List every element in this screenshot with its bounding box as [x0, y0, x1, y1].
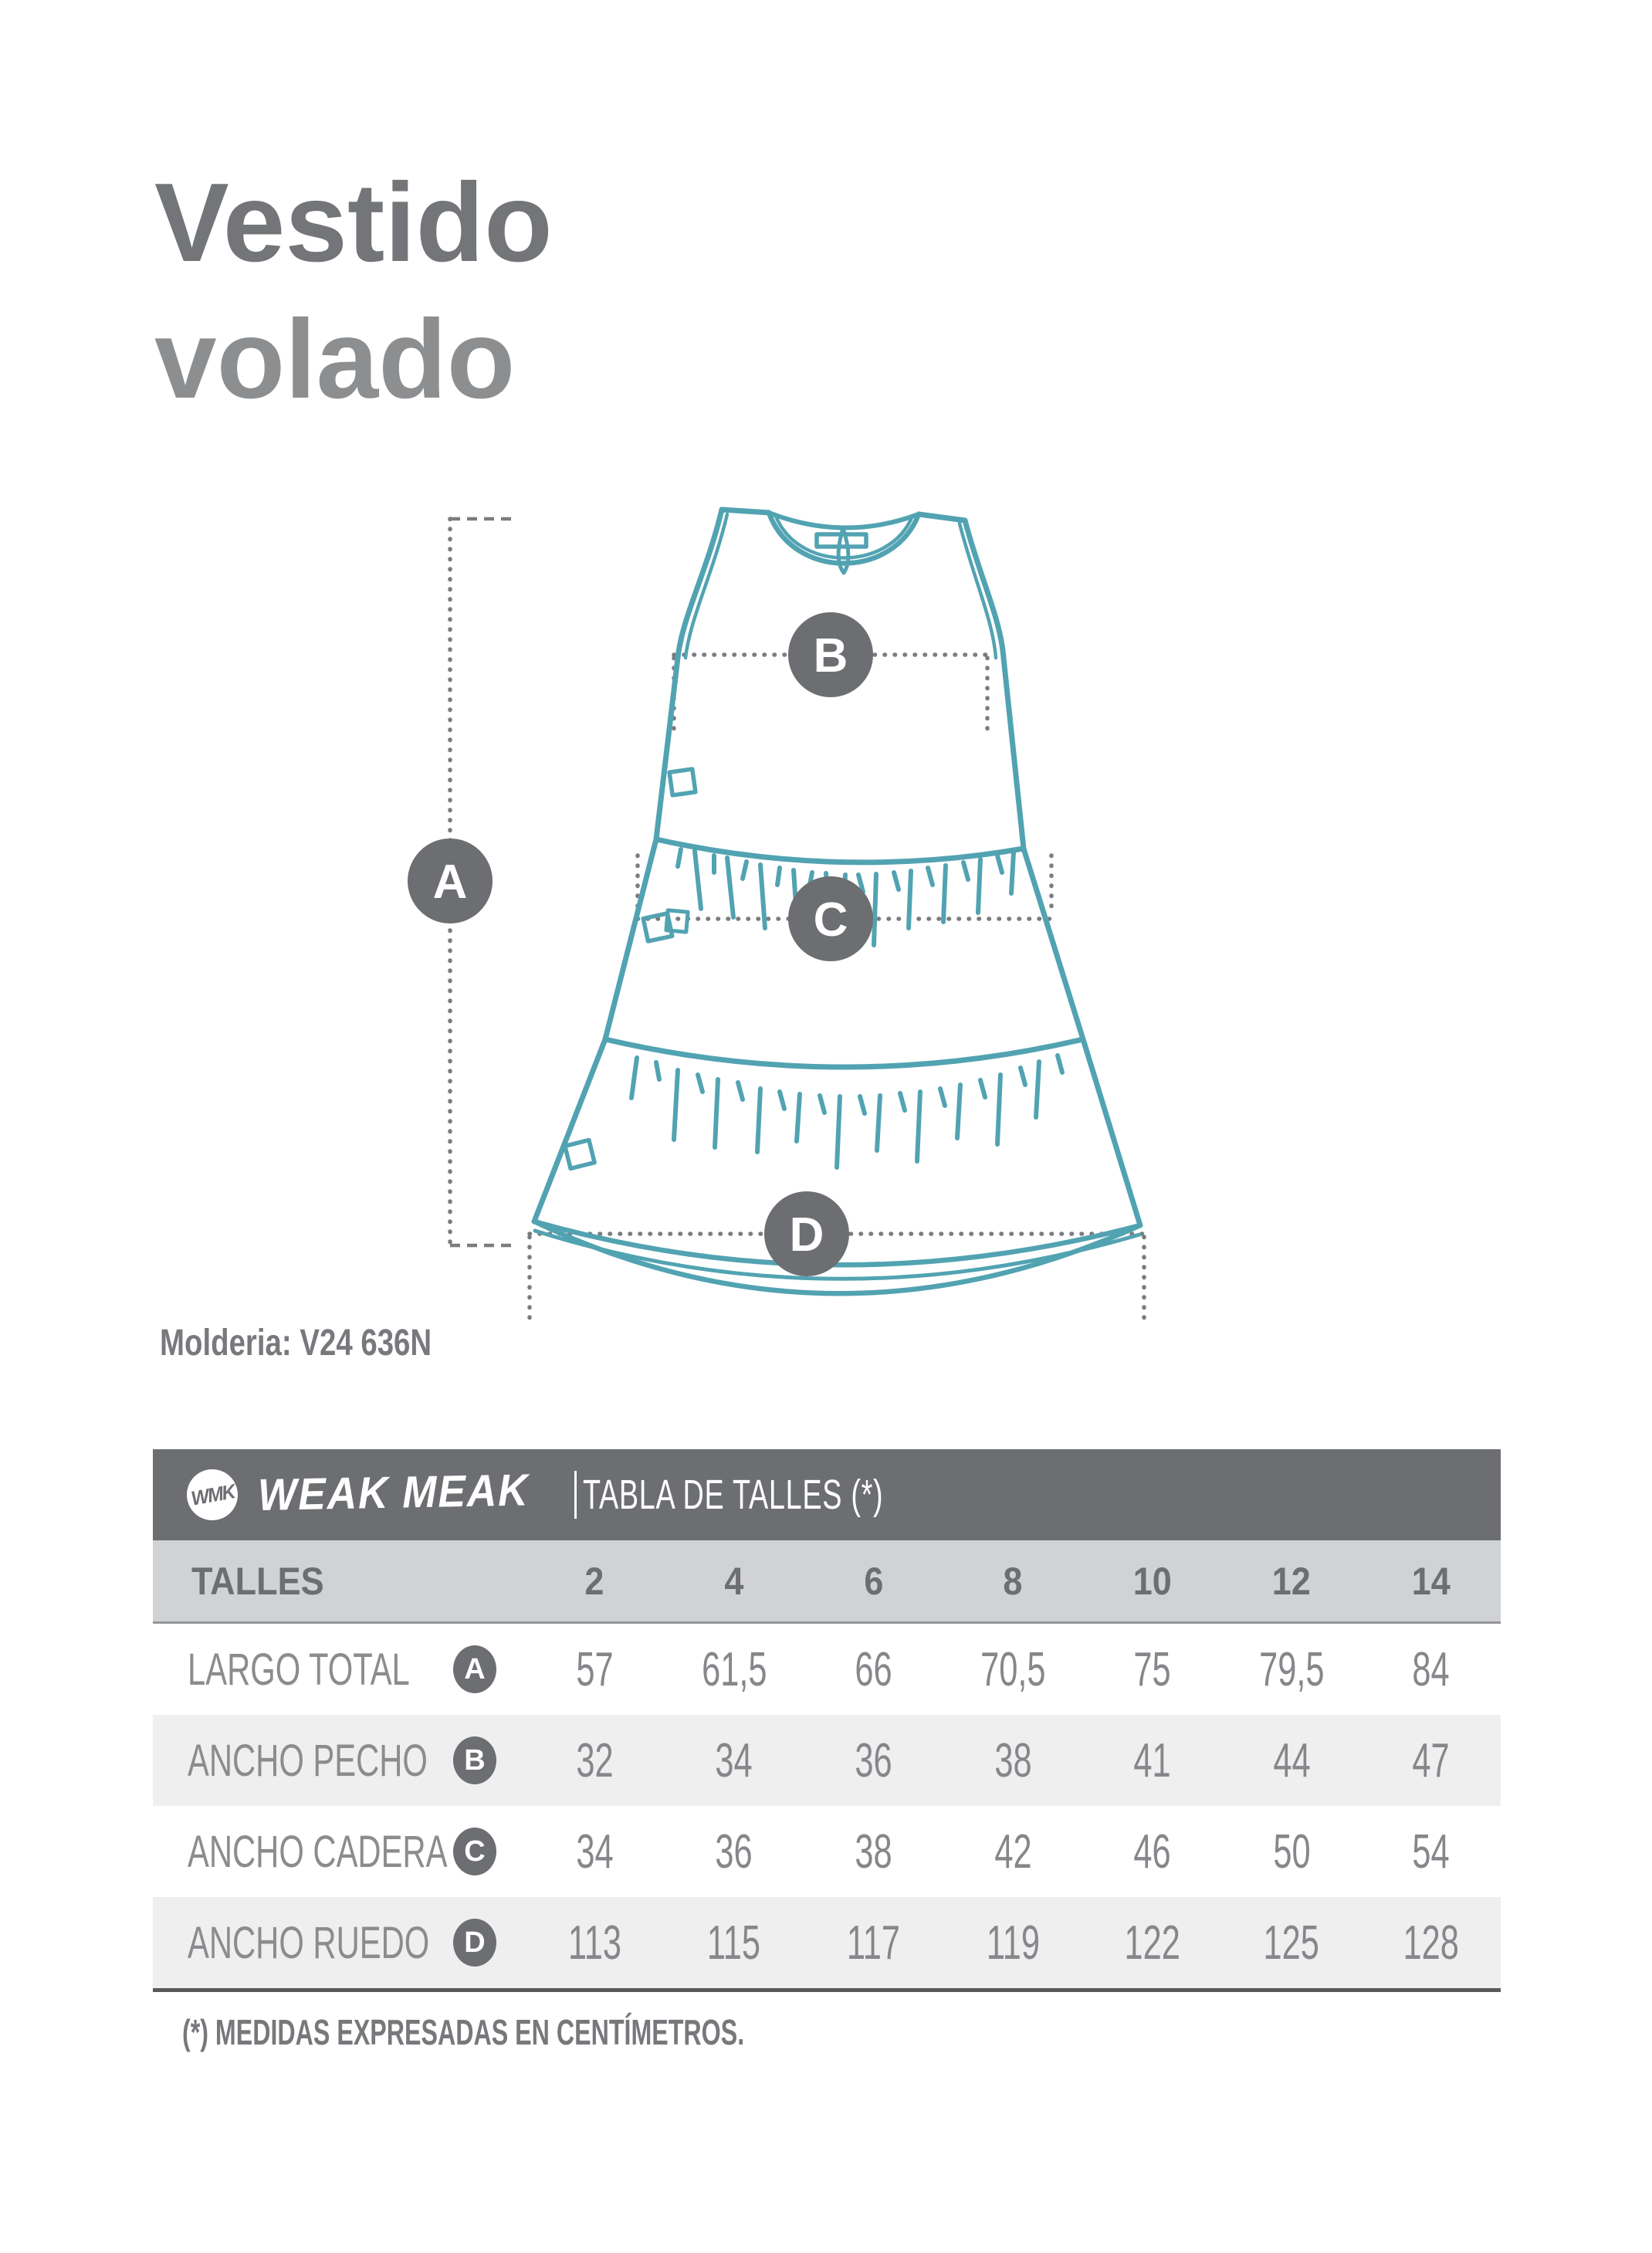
- badge-c-letter: C: [813, 893, 848, 947]
- row-badge-b: B: [453, 1736, 496, 1784]
- size-col-7: 14: [1411, 1559, 1451, 1603]
- dress-tier-seam-1: [656, 839, 1024, 862]
- size-col-5: 10: [1132, 1559, 1172, 1603]
- dress-tier-seam-2: [605, 1039, 1083, 1067]
- sizes-header-label: TALLES: [191, 1559, 324, 1603]
- row-label: ANCHO CADERA: [188, 1826, 448, 1877]
- molderia-label: Molderia: V24 636N: [160, 1323, 432, 1364]
- table-brand-bar: [153, 1449, 1501, 1540]
- cell-value: 125: [1263, 1916, 1320, 1970]
- units-footnote: (*) MEDIDAS EXPRESADAS EN CENTÍMETROS.: [182, 2012, 745, 2052]
- cell-value: 57: [576, 1642, 614, 1696]
- table-row-ancho-cadera: [153, 1806, 1501, 1897]
- size-col-1: 2: [584, 1559, 604, 1603]
- measurement-rows: [153, 1624, 1501, 1992]
- cell-value: 46: [1133, 1824, 1171, 1879]
- size-col-2: 4: [724, 1559, 744, 1603]
- dress-armhole-right-binding: [960, 523, 996, 658]
- dress-side-right-tier2: [1024, 849, 1083, 1039]
- cell-value: 34: [715, 1733, 753, 1787]
- size-col-6: 12: [1272, 1559, 1312, 1603]
- measure-badges: [408, 612, 873, 1276]
- badge-b-letter: B: [813, 629, 848, 683]
- cell-value: 34: [576, 1824, 614, 1879]
- badge-c: [788, 876, 873, 961]
- cell-value: 50: [1272, 1824, 1311, 1879]
- dress-measurement-diagram: [371, 486, 1212, 1351]
- cell-value: 79,5: [1258, 1642, 1325, 1696]
- size-table: [153, 1449, 1501, 1992]
- cell-value: 36: [855, 1733, 892, 1787]
- cell-value: 66: [855, 1642, 892, 1696]
- sizes-header-row: [153, 1540, 1501, 1624]
- cell-value: 41: [1133, 1733, 1171, 1787]
- badge-d: [764, 1191, 849, 1276]
- table-row-ancho-pecho: [153, 1715, 1501, 1806]
- badge-b: [788, 612, 873, 697]
- dress-side-left-tier3: [534, 1039, 605, 1221]
- bar-divider: [574, 1471, 577, 1519]
- cell-value: 84: [1412, 1642, 1450, 1696]
- dress-shoulder-left: [722, 510, 769, 513]
- cell-value: 54: [1412, 1824, 1450, 1879]
- badge-a: [408, 839, 493, 923]
- dress-shoulder-right: [919, 514, 965, 520]
- brand-name: WEAK MEAK: [257, 1464, 530, 1520]
- cell-value: 32: [576, 1733, 614, 1787]
- dress-armhole-right: [965, 520, 1004, 658]
- dress-side-left-bodice: [656, 658, 678, 839]
- table-title: TABLA DE TALLES (*): [583, 1472, 884, 1518]
- cell-value: 122: [1124, 1916, 1180, 1970]
- cell-value: 36: [715, 1824, 753, 1879]
- cell-value: 117: [846, 1916, 901, 1970]
- row-label: ANCHO PECHO: [188, 1735, 428, 1786]
- page-title-line1: Vestido: [154, 160, 553, 285]
- brand-logo-initials: WMK: [188, 1479, 236, 1510]
- cell-value: 119: [986, 1916, 1040, 1970]
- page-title: [154, 154, 553, 428]
- badge-a-letter: A: [432, 855, 468, 909]
- dress-side-square-1: [669, 769, 696, 795]
- size-col-4: 8: [1003, 1559, 1023, 1603]
- row-badge-a: A: [453, 1645, 496, 1693]
- table-row-largo-total: [153, 1624, 1501, 1715]
- dress-side-right-tier3: [1083, 1039, 1140, 1225]
- cell-value: 115: [707, 1916, 761, 1970]
- dress-back-neckline: [769, 513, 919, 528]
- cell-value: 38: [855, 1824, 892, 1879]
- cell-value: 70,5: [980, 1642, 1046, 1696]
- dress-armhole-left-binding: [686, 514, 727, 658]
- dress-side-right-bodice: [1004, 658, 1024, 849]
- cell-value: 47: [1412, 1733, 1450, 1787]
- row-badge-d: D: [453, 1919, 496, 1967]
- cell-value: 113: [567, 1916, 621, 1970]
- row-label: ANCHO RUEDO: [188, 1917, 430, 1968]
- table-row-ancho-ruedo: [153, 1897, 1501, 1988]
- cell-value: 61,5: [701, 1642, 767, 1696]
- cell-value: 42: [994, 1824, 1032, 1879]
- row-label: LARGO TOTAL: [188, 1644, 410, 1695]
- brand-logo-icon: [187, 1469, 238, 1520]
- cell-value: 128: [1403, 1916, 1459, 1970]
- row-badge-c: C: [453, 1828, 496, 1875]
- dress-armhole-left: [678, 510, 722, 658]
- dress-side-square-3: [565, 1140, 594, 1169]
- badge-d-letter: D: [789, 1208, 824, 1262]
- cell-value: 75: [1133, 1642, 1171, 1696]
- size-col-3: 6: [863, 1559, 883, 1603]
- dress-hanger-loop: [838, 528, 848, 573]
- page-title-line2: volado: [154, 296, 516, 422]
- dress-gathers-tier-2: [631, 1055, 1062, 1167]
- cell-value: 44: [1272, 1733, 1311, 1787]
- cell-value: 38: [994, 1733, 1032, 1787]
